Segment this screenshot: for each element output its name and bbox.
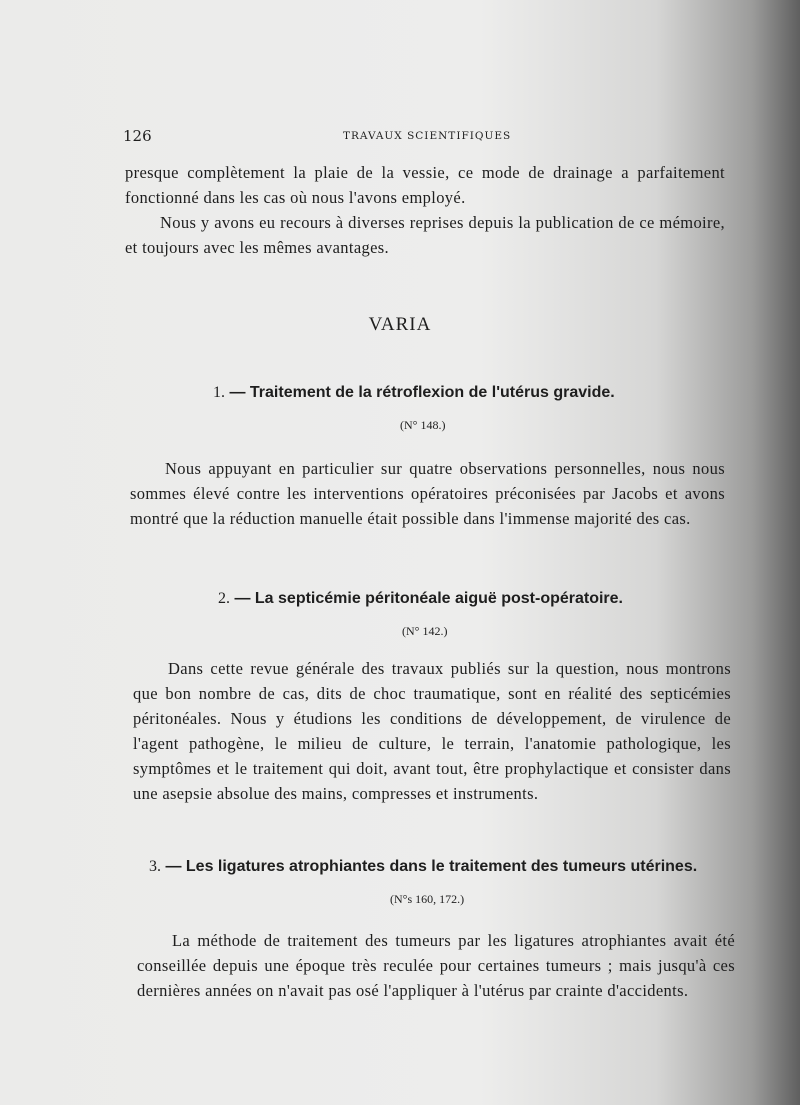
section-3-heading	[149, 858, 697, 876]
section-3-ref: (N°s 160, 172.)	[390, 892, 465, 906]
section-3-number: 3.	[149, 858, 161, 875]
section-3-title: — Les ligatures atrophiantes dans le traitement des tumeurs utérines.	[165, 858, 698, 875]
intro-paragraph-1: presque complètement la plaie de la vessie, ce mode de drainage a parfaitement fonctionné dans les cas où nous l'avons employé.	[125, 163, 725, 207]
section-1-title: — Traitement de la rétroflexion de l'utérus gravide.	[229, 384, 615, 401]
section-1-ref: (N° 148.)	[400, 418, 446, 432]
page-number: 126	[123, 127, 152, 145]
section-1-number: 1.	[213, 384, 225, 401]
section-2-title: — La septicémie péritonéale aiguë post-opératoire.	[234, 590, 623, 607]
varia-heading: VARIA	[368, 314, 432, 335]
section-2-text: Dans cette revue générale des travaux publiés sur la question, nous montrons que bon nombre de cas, dits de choc traumatique, sont en réalité des septicémies péritonéales. Nous y étudions les conditions de développement, de virulence de l'agent pathogène, le milieu de culture, le terrain, l'anatomie pathologique, les symptômes et le traitement qui doit, avant tout, être prophylactique et consister dans une asepsie absolue des mains, compresses et instruments.	[133, 659, 731, 803]
section-2-heading	[218, 590, 623, 608]
section-3-text: La méthode de traitement des tumeurs par les ligatures atrophiantes avait été conseillée depuis une époque très reculée pour certaines tumeurs ; mais jusqu'à ces dernières années on n'avait pas osé l'appliquer à l'utérus par crainte d'accidents.	[137, 931, 735, 1000]
page-header	[123, 127, 723, 147]
intro-paragraph-2: Nous y avons eu recours à diverses reprises depuis la publication de ce mémoire, et toujours avec les mêmes avantages.	[125, 213, 725, 257]
section-2-ref: (N° 142.)	[402, 624, 448, 638]
section-1-heading	[213, 384, 615, 402]
section-1-text: Nous appuyant en particulier sur quatre observations personnelles, nous nous sommes élevé contre les interventions opératoires préconisées par Jacobs et avons montré que la réduction manuelle était possible dans l'immense majorité des cas.	[130, 459, 725, 528]
running-head: TRAVAUX SCIENTIFIQUES	[343, 130, 512, 142]
section-2-number: 2.	[218, 590, 230, 607]
